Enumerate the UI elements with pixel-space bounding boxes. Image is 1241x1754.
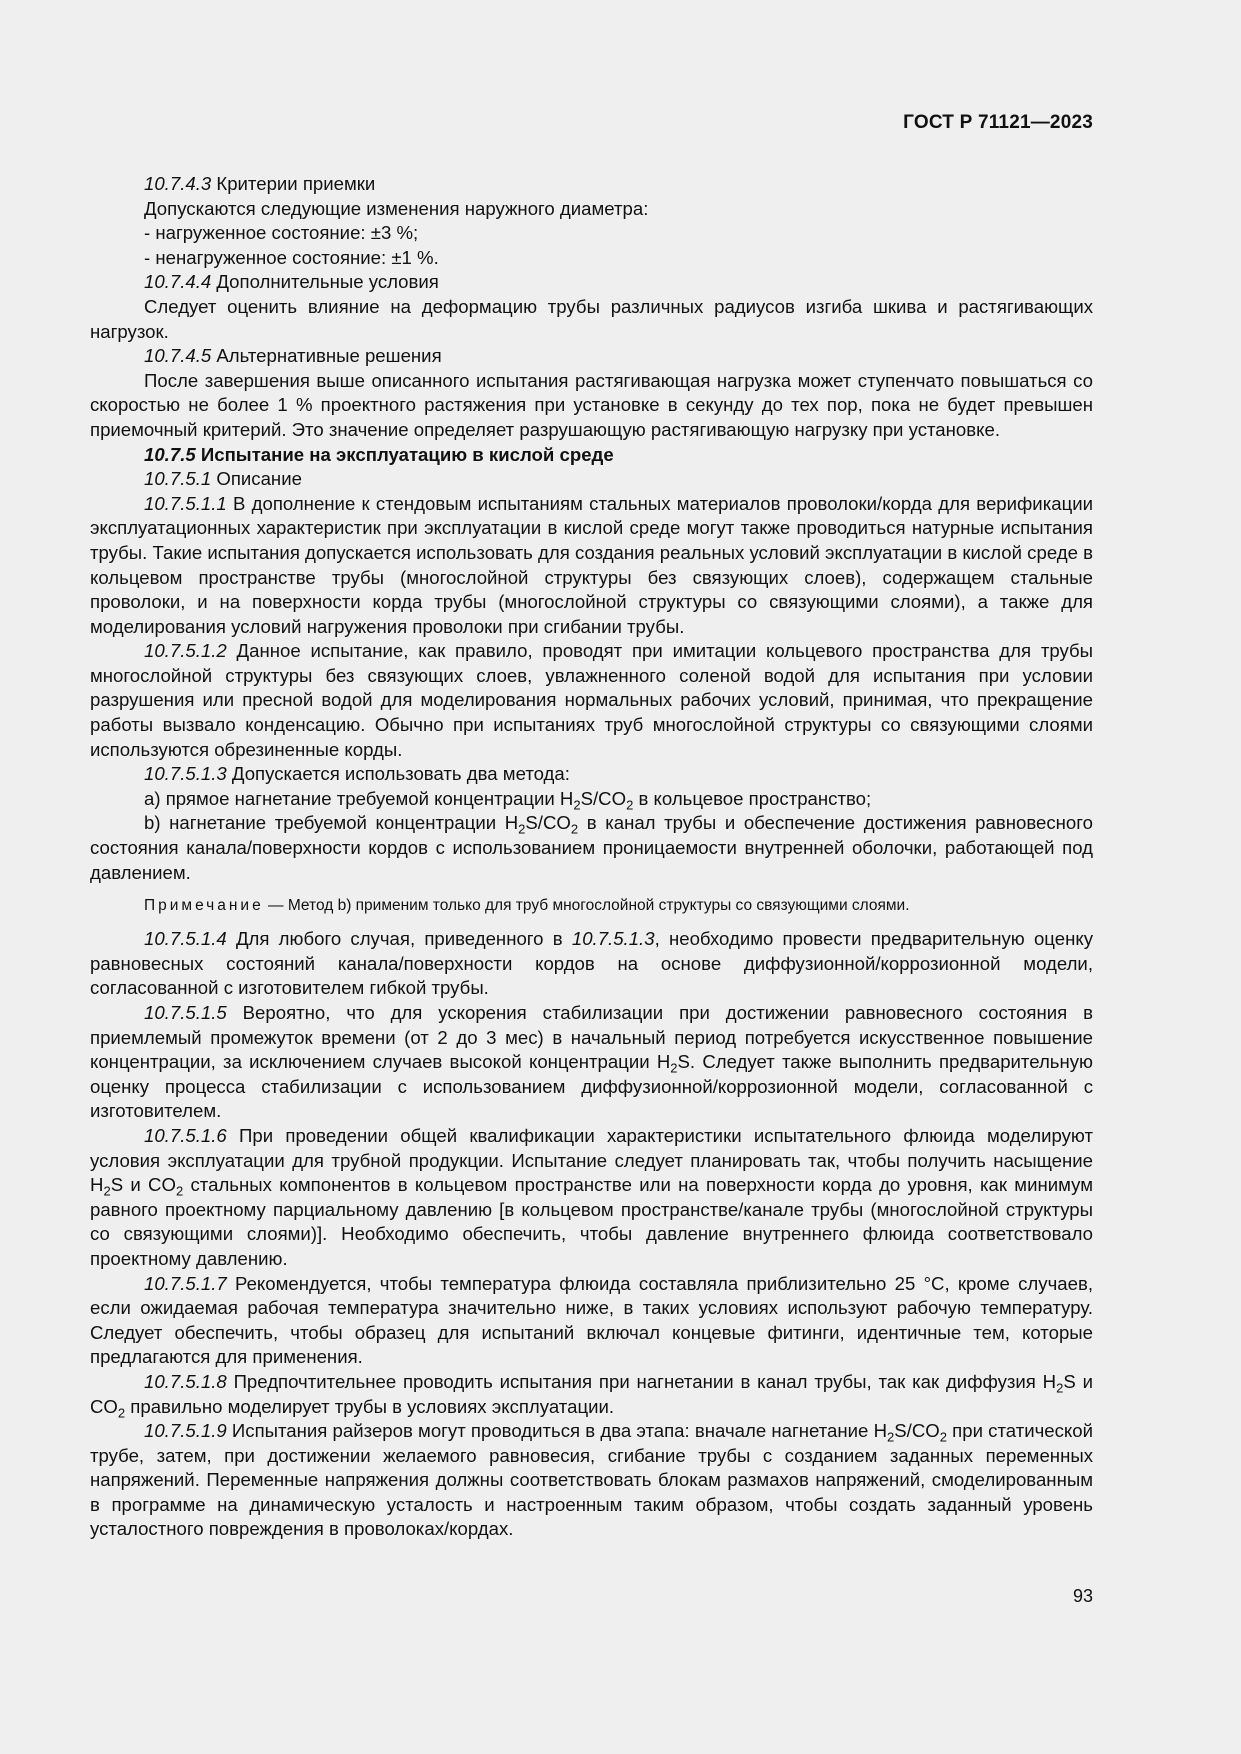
paragraph-10-7-5-1-3 xyxy=(90,762,1093,787)
clause-10-7-4-5-heading xyxy=(90,344,1093,369)
note xyxy=(90,895,1093,917)
clause-number: 10.7.5.1.3 xyxy=(144,763,227,785)
section-10-7-5-heading xyxy=(90,443,1093,468)
note-label: Примечание xyxy=(144,897,264,915)
paragraph-text: Допускается использовать два метода: xyxy=(231,763,570,785)
clause-title: Критерии приемки xyxy=(216,173,376,194)
clause-number: 10.7.5.1.7 xyxy=(144,1272,227,1294)
list-item: - нагруженное состояние: ±3 %; xyxy=(144,222,419,244)
page-number: 93 xyxy=(1072,1586,1093,1606)
clause-number: 10.7.4.3 xyxy=(144,173,212,194)
clause-title: Дополнительные условия xyxy=(216,271,439,293)
clause-number: 10.7.4.5 xyxy=(144,345,212,367)
document-header: ГОСТ Р 71121—2023 xyxy=(903,112,1093,133)
method-b: b) нагнетание требуемой концентрации $H_2S/CO_2$ в канал трубы и обеспечение достижения равновесного состояния канала/поверхности кордов с использованием проницаемости внутренней оболочки, работающей под давлением. xyxy=(90,812,1093,883)
clause-number: 10.7.4.4 xyxy=(144,271,212,293)
document-body xyxy=(90,172,1093,1542)
clause-number: 10.7.5.1 xyxy=(144,468,212,490)
paragraph-10-7-5-1-5: 10.7.5.1.5 Вероятно, что для ускорения стабилизации при достижении равновесного состояния в приемлемый промежуток времени (от 2 до 3 мес) в начальный период потребуется искусственное повышение концентрации, за исключением случаев высокой концентрации $H_2S$. Следует также выполнить предварительную оценку процесса стабилизации с использованием диффузионной/коррозионной модели, согласованной с изготовителем. xyxy=(90,1002,1093,1122)
clause-10-7-5-1-heading xyxy=(90,467,1093,492)
section-number: 10.7.5 xyxy=(144,443,196,465)
cross-reference: 10.7.5.1.3 xyxy=(571,928,655,950)
clause-number: 10.7.5.1.2 xyxy=(144,640,227,662)
paragraph-text: Рекомендуется, чтобы температура флюида составляла приблизительно 25 °C, кроме случаев, если ожидаемая рабочая температура значительно ниже, в таких условиях используют рабочую температуру. Следует обеспечить, чтобы образец для испытаний включал концевые фитинги, идентичные тем, которые предлагаются для применения. xyxy=(90,1272,1093,1368)
paragraph-10-7-5-1-4: 10.7.5.1.4 Для любого случая, приведенного в 10.7.5.1.3, необходимо провести предварительную оценку равновесных состояний канала/поверхности кордов на основе диффузионной/коррозионной модели, согласованной с изготовителем гибкой трубы. xyxy=(90,928,1093,999)
clause-number: 10.7.5.1.8 xyxy=(144,1370,227,1392)
clause-10-7-4-4-heading xyxy=(90,270,1093,295)
section-title: Испытание на эксплуатацию в кислой среде xyxy=(200,443,614,465)
clause-number: 10.7.5.1.1 xyxy=(144,492,227,514)
note-text: — Метод b) применим только для труб многослойной структуры со связующими слоями. xyxy=(263,897,910,915)
paragraph: Следует оценить влияние на деформацию трубы различных радиусов изгиба шкива и растягивающих нагрузок. xyxy=(90,295,1093,342)
clause-intro: Допускаются следующие изменения наружного диаметра: xyxy=(144,197,649,219)
paragraph-text: В дополнение к стендовым испытаниям стальных материалов проволоки/корда для верификации эксплуатационных характеристик при эксплуатации в кислой среде могут также проводиться натурные испытания трубы. Такие испытания допускается использовать для создания реальных условий эксплуатации в кислой среде в кольцевом пространстве трубы (многослойной структуры без связующих слоев), содержащем стальные проволоки, и на поверхности корда трубы (многослойной структуры со связующими слоями), а также для моделирования условий нагружения проволоки при сгибании трубы. xyxy=(90,492,1094,637)
paragraph-10-7-5-1-9: 10.7.5.1.9 Испытания райзеров могут проводиться в два этапа: вначале нагнетание $H_2S/CO_2$ при статической трубе, затем, при достижении желаемого равновесия, сгибание трубы с созданием заданных переменных напряжений. Переменные напряжения должны соответствовать блокам размахов напряжений, смоделированным в программе на динамическую усталость и настроенным таким образом, чтобы создать заданный уровень усталостного повреждения в проволоках/кордах. xyxy=(90,1420,1093,1540)
clause-title: Описание xyxy=(216,468,302,490)
clause-10-7-4-3-heading xyxy=(90,172,1093,197)
paragraph: После завершения выше описанного испытания растягивающая нагрузка может ступенчато повышаться со скоростью не более 1 % проектного растяжения при установке в секунду до тех пор, пока не будет превышен приемочный критерий. Это значение определяет разрушающую растягивающую нагрузку при установке. xyxy=(90,369,1093,440)
clause-title: Альтернативные решения xyxy=(216,345,442,367)
clause-number: 10.7.5.1.4 xyxy=(144,928,227,950)
paragraph-10-7-5-1-7 xyxy=(90,1272,1093,1370)
clause-number: 10.7.5.1.9 xyxy=(144,1420,227,1442)
paragraph-10-7-5-1-6: 10.7.5.1.6 При проведении общей квалификации характеристики испытательного флюида моделируют условия эксплуатации для трубной продукции. Испытание следует планировать так, чтобы получить насыщение $H_2S$ и $CO_2$ стальных компонентов в кольцевом пространстве или на поверхности корда до уровня, как минимум равного проектному парциальному давлению [в кольцевом пространстве/канале трубы (многослойной структуры со связующими слоями)]. Необходимо обеспечить, чтобы давление внутреннего флюида соответствовало проектному давлению. xyxy=(90,1124,1093,1269)
paragraph-10-7-5-1-1 xyxy=(90,492,1093,640)
method-a: a) прямое нагнетание требуемой концентрации $H_2S/CO_2$ в кольцевое пространство; xyxy=(144,787,872,813)
paragraph-text: Данное испытание, как правило, проводят при имитации кольцевого пространства для трубы многослойной структуры без связующих слоев, увлажненного соленой водой для испытания при условии разрушения или пресной водой для моделирования нормальных рабочих условий, принимая, что прекращение работы вызвало конденсацию. Обычно при испытаниях труб многослойной структуры со связующими слоями используются обрезиненные корды. xyxy=(90,640,1094,760)
clause-number: 10.7.5.1.6 xyxy=(144,1124,227,1146)
paragraph-10-7-5-1-8: 10.7.5.1.8 Предпочтительнее проводить испытания при нагнетании в канал трубы, так как диффузия $H_2S$ и $CO_2$ правильно моделирует трубы в условиях эксплуатации. xyxy=(90,1370,1093,1421)
paragraph-10-7-5-1-2 xyxy=(90,639,1093,762)
clause-number: 10.7.5.1.5 xyxy=(144,1002,227,1023)
list-item: - ненагруженное состояние: ±1 %. xyxy=(144,246,439,268)
